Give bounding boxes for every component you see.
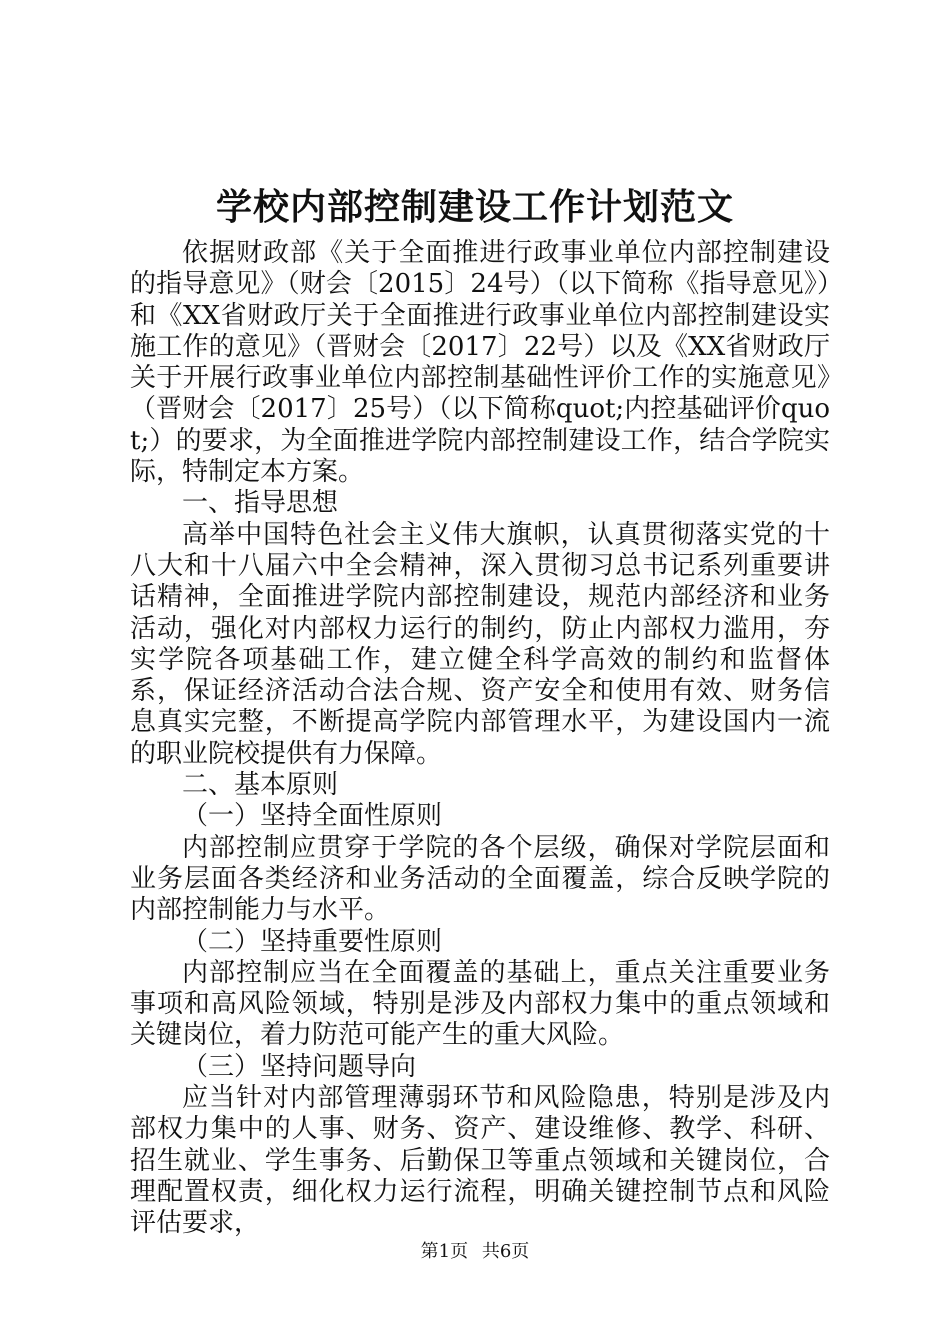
section-heading-basic-principles: 二、基本原则 — [182, 770, 339, 801]
guiding-ideology-paragraph: 高举中国特色社会主义伟大旗帜，认真贯彻落实党的十八大和十八届六中全会精神，深入贯彻习总书记系列重要讲话精神，全面推进学院内部控制建设，规范内部经济和业务活动，强化对内部权力运行的制约，防止内部权力滥用，夯实学院各项基础工作，建立健全科学高效的制约和监督体系，保证经济活动合法合规、资产安全和使用有效、财务信息真实完整，不断提高学院内部管理水平，为建设国内一流的职业院校提供有力保障。 — [130, 519, 830, 769]
intro-paragraph: 依据财政部《关于全面推进行政事业单位内部控制建设的指导意见》（财会〔2015〕24号）（以下简称《指导意见》）和《XX省财政厅关于全面推进行政事业单位内部控制建设实施工作的意见》（晋财会〔2017〕22号）以及《XX省财政厅关于开展行政事业单位内部控制基础性评价工作的实施意见》（晋财会〔2017〕25号）（以下简称quot;内控基础评价quot;）的要求，为全面推进学院内部控制建设工作，结合学院实际，特制定本方案。 — [130, 238, 830, 488]
section-heading-guiding-ideology: 一、指导思想 — [182, 488, 339, 519]
page-number-current: 第1页 — [420, 1241, 469, 1262]
document-body — [130, 238, 830, 1240]
importance-paragraph: 内部控制应当在全面覆盖的基础上，重点关注重要业务事项和高风险领域，特别是涉及内部权力集中的重点领域和关键岗位，着力防范可能产生的重大风险。 — [130, 957, 830, 1051]
comprehensiveness-paragraph: 内部控制应贯穿于学院的各个层级，确保对学院层面和业务层面各类经济和业务活动的全面覆盖，综合反映学院的内部控制能力与水平。 — [130, 832, 830, 926]
page-number-total: 共6页 — [481, 1241, 530, 1262]
subheading-importance: （二）坚持重要性原则 — [182, 926, 443, 957]
subheading-problem-oriented: （三）坚持问题导向 — [182, 1051, 417, 1082]
document-title: 学校内部控制建设工作计划范文 — [215, 186, 734, 228]
subheading-comprehensiveness: （一）坚持全面性原则 — [182, 801, 443, 832]
page-footer — [0, 1240, 950, 1264]
problem-oriented-paragraph: 应当针对内部管理薄弱环节和风险隐患，特别是涉及内部权力集中的人事、财务、资产、建设维修、教学、科研、招生就业、学生事务、后勤保卫等重点领域和关键岗位，合理配置权责，细化权力运行流程，明确关键控制节点和风险评估要求， — [130, 1083, 830, 1239]
